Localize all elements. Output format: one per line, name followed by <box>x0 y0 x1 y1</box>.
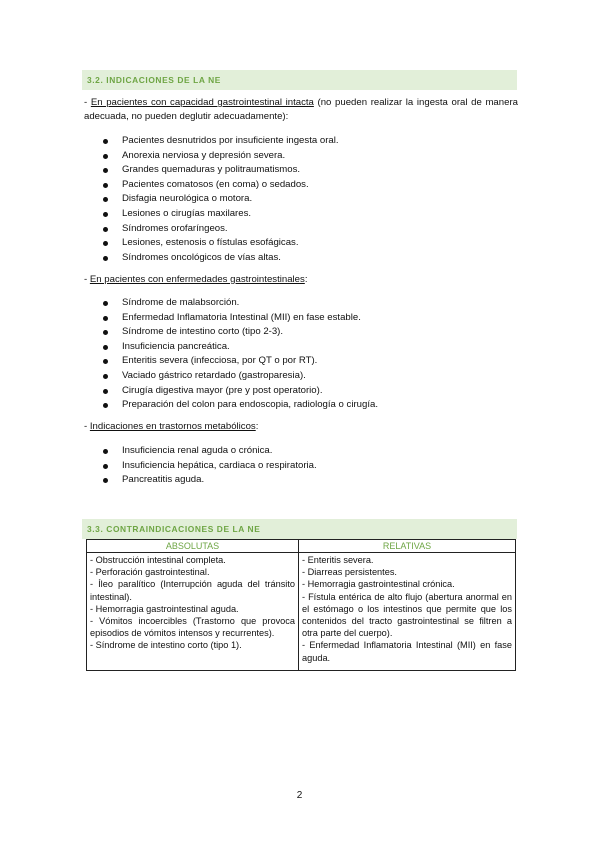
list-item: Lesiones, estenosis o fístulas esofágicas. <box>102 236 339 251</box>
intro-prefix: - <box>84 421 90 432</box>
section-heading-text: 3.2. INDICACIONES DE LA NE <box>87 75 221 85</box>
table-row <box>87 553 516 671</box>
list-item: Pacientes comatosos (en coma) o sedados. <box>102 178 339 193</box>
intro-rest: : <box>304 274 308 285</box>
absolute-item: - Síndrome de intestino corto (tipo 1). <box>90 640 242 651</box>
contraindications-table <box>86 539 516 671</box>
list-capacidad-intacta <box>102 134 339 265</box>
intro-underlined: En pacientes con enfermedades gastrointestinales <box>89 274 305 285</box>
intro-capacidad-intacta <box>84 96 518 124</box>
list-item: Enteritis severa (infecciosa, por QT o por RT). <box>102 354 378 369</box>
relative-item: - Enteritis severa. <box>302 555 374 565</box>
list-item: Anorexia nerviosa y depresión severa. <box>102 149 339 164</box>
list-item: Lesiones o cirugías maxilares. <box>102 207 339 222</box>
intro-rest: : <box>255 421 259 432</box>
intro-trastornos-metabolicos <box>84 420 518 434</box>
section-heading-contraindicaciones <box>82 519 517 539</box>
list-item: Insuficiencia renal aguda o crónica. <box>102 444 317 459</box>
intro-underlined: En pacientes con capacidad gastrointestinal intacta <box>90 97 314 108</box>
cell-relativas <box>299 553 516 671</box>
list-item: Enfermedad Inflamatoria Intestinal (MII) en fase estable. <box>102 311 378 326</box>
list-item: Vaciado gástrico retardado (gastroparesia). <box>102 369 378 384</box>
list-item: Síndromes oncológicos de vías altas. <box>102 251 339 266</box>
absolute-item: - Perforación gastrointestinal. <box>90 567 210 578</box>
list-item: Preparación del colon para endoscopia, radiología o cirugía. <box>102 398 378 413</box>
relative-item: - Hemorragia gastrointestinal crónica. <box>302 579 455 590</box>
list-item: Síndromes orofaríngeos. <box>102 222 339 237</box>
absolute-item: - Obstrucción intestinal completa. <box>90 555 226 565</box>
intro-enfermedades-gastrointestinales <box>84 273 518 287</box>
table-header-row <box>87 540 516 553</box>
column-header-relativas: RELATIVAS <box>299 540 516 553</box>
section-heading-indicaciones <box>82 70 517 90</box>
section-heading-text: 3.3. CONTRAINDICACIONES DE LA NE <box>87 524 261 534</box>
list-item: Síndrome de intestino corto (tipo 2-3). <box>102 325 378 340</box>
intro-underlined: Indicaciones en trastornos metabólicos <box>89 421 256 432</box>
list-enfermedades-gastrointestinales <box>102 296 378 413</box>
absolute-item: - Vómitos incoercibles (Trastorno que provoca episodios de vómitos intensos y recurrentes). <box>90 616 295 639</box>
intro-prefix: - <box>84 274 90 285</box>
cell-absolutas <box>87 553 299 671</box>
list-item: Grandes quemaduras y politraumatismos. <box>102 163 339 178</box>
list-item: Síndrome de malabsorción. <box>102 296 378 311</box>
list-item: Insuficiencia pancreática. <box>102 340 378 355</box>
list-item: Insuficiencia hepática, cardiaca o respiratoria. <box>102 459 317 474</box>
intro-prefix: - <box>84 97 91 108</box>
list-trastornos-metabolicos <box>102 444 317 488</box>
list-item: Disfagia neurológica o motora. <box>102 192 339 207</box>
absolute-item: - Hemorragia gastrointestinal aguda. <box>90 603 239 614</box>
list-item: Pacientes desnutridos por insuficiente ingesta oral. <box>102 134 339 149</box>
relative-item: - Diarreas persistentes. <box>302 567 397 578</box>
column-header-absolutas: ABSOLUTAS <box>87 540 299 553</box>
page-number: 2 <box>296 790 303 801</box>
absolute-item: - Íleo paralítico (Interrupción aguda del tránsito intestinal). <box>90 579 295 602</box>
intro-rest: (no pueden realizar la ingesta oral de manera adecuada, no pueden deglutir adecuadamente): <box>84 97 518 122</box>
list-item: Pancreatitis aguda. <box>102 473 317 488</box>
relative-item: - Fístula entérica de alto flujo (abertura anormal en el estómago o los intestinos que permite que los contenidos del tracto gastrointestinal se filtren a otra parte del cuerpo). <box>302 591 512 639</box>
relative-item: - Enfermedad Inflamatoria Intestinal (MII) en fase aguda. <box>302 640 512 663</box>
list-item: Cirugía digestiva mayor (pre y post operatorio). <box>102 384 378 399</box>
